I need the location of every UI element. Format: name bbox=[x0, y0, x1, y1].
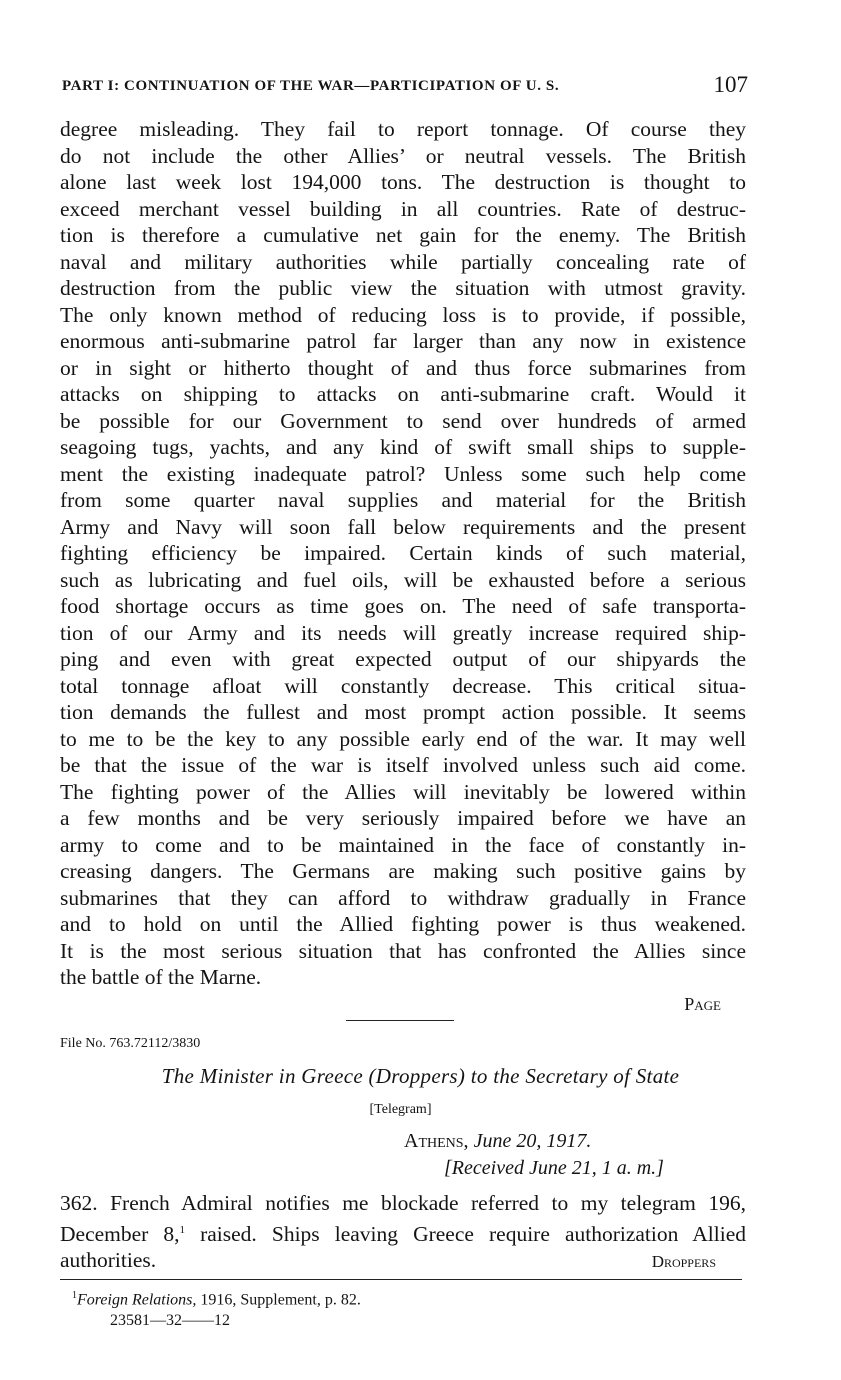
running-header bbox=[62, 74, 748, 100]
signature-page: Page bbox=[684, 994, 721, 1014]
dateline-place: Athens, bbox=[404, 1130, 469, 1152]
body-line: The only known method of reducing loss is to provide, if possible, bbox=[60, 302, 746, 327]
file-number: File No. 763.72112/3830 bbox=[60, 1036, 201, 1051]
body-line: such as lubricating and fuel oils, will be exhausted before a serious bbox=[60, 567, 746, 592]
body-line: ping and even with great expected output of our shipyards the bbox=[60, 647, 746, 671]
message-text-2: raised. Ships leaving Greece require authorization Allied authorities. bbox=[60, 1221, 746, 1273]
body-line: tion demands the fullest and most prompt action possible. It seems bbox=[60, 700, 746, 724]
section-divider bbox=[346, 1020, 454, 1021]
received-note: [Received June 21, 1 a. m.] bbox=[444, 1157, 664, 1179]
document-type: [Telegram] bbox=[369, 1102, 432, 1117]
footnote-rule bbox=[60, 1279, 742, 1280]
body-line: a few months and be very seriously impaired before we have an bbox=[60, 806, 746, 830]
dateline bbox=[404, 1130, 591, 1153]
body-line: seagoing tugs, yachts, and any kind of swift small ships to supple- bbox=[60, 435, 746, 459]
footnote-rest: 1916, Supplement, p. 82. bbox=[196, 1291, 361, 1309]
body-line: attacks on shipping to attacks on anti-submarine craft. Would it bbox=[60, 382, 746, 406]
body-line: destruction from the public view the situation with utmost gravity. bbox=[60, 276, 746, 300]
body-line: submarines that they can afford to withdraw gradually in France bbox=[60, 885, 746, 910]
body-line: The fighting power of the Allies will inevitably be lowered within bbox=[60, 779, 746, 804]
body-line: fighting efficiency be impaired. Certain kinds of such material, bbox=[60, 541, 746, 565]
body-line: to me to be the key to any possible early end of the war. It may well bbox=[60, 726, 746, 751]
body-line: tion is therefore a cumulative net gain for the enemy. The British bbox=[60, 223, 746, 247]
page-number: 107 bbox=[713, 72, 748, 97]
body-line: exceed merchant vessel building in all countries. Rate of destruc- bbox=[60, 196, 746, 221]
body-line: Army and Navy will soon fall below requirements and the present bbox=[60, 514, 746, 539]
footnote-marker: 1 bbox=[72, 1290, 77, 1301]
printer-mark: 23581—32——12 bbox=[110, 1312, 230, 1329]
telegram-message bbox=[60, 1190, 746, 1276]
body-line: naval and military authorities while partially concealing rate of bbox=[60, 249, 746, 274]
body-line: be that the issue of the war is itself involved unless such aid come. bbox=[60, 753, 746, 777]
body-line: be possible for our Government to send over hundreds of armed bbox=[60, 408, 746, 433]
body-line: degree misleading. They fail to report tonnage. Of course they bbox=[60, 117, 746, 141]
body-line: tion of our Army and its needs will greatly increase required ship- bbox=[60, 620, 746, 645]
message-text-1: 362. French Admiral notifies me blockade referred to my telegram 196, December 8, bbox=[60, 1191, 746, 1246]
body-line: food shortage occurs as time goes on. The need of safe transporta- bbox=[60, 594, 746, 618]
body-paragraph bbox=[60, 116, 746, 991]
footnote-ref: 1 bbox=[179, 1223, 186, 1236]
body-line: alone last week lost 194,000 tons. The destruction is thought to bbox=[60, 170, 746, 194]
dateline-date: June 20, 1917. bbox=[473, 1130, 592, 1152]
body-line: from some quarter naval supplies and material for the British bbox=[60, 488, 746, 512]
body-line: do not include the other Allies’ or neutral vessels. The British bbox=[60, 143, 746, 168]
body-line: the battle of the Marne. bbox=[60, 965, 262, 989]
body-line: army to come and to be maintained in the face of constantly in- bbox=[60, 832, 746, 857]
body-line: enormous anti-submarine patrol far larger than any now in existence bbox=[60, 329, 746, 353]
body-line: or in sight or hitherto thought of and thus force submarines from bbox=[60, 355, 746, 380]
footnote-title: Foreign Relations, bbox=[77, 1291, 197, 1309]
body-line: and to hold on until the Allied fighting power is thus weakened. bbox=[60, 912, 746, 936]
body-line: It is the most serious situation that has confronted the Allies since bbox=[60, 938, 746, 963]
signature-droppers: Droppers bbox=[651, 1252, 716, 1272]
body-line: creasing dangers. The Germans are making such positive gains by bbox=[60, 859, 746, 883]
body-line: ment the existing inadequate patrol? Unless some such help come bbox=[60, 461, 746, 486]
document-heading: The Minister in Greece (Droppers) to the Secretary of State bbox=[161, 1064, 680, 1088]
footnote bbox=[72, 1290, 361, 1309]
body-line: total tonnage afloat will constantly decrease. This critical situa- bbox=[60, 673, 746, 698]
header-title: PART I: CONTINUATION OF THE WAR—PARTICIPATION OF U. S. bbox=[62, 78, 560, 94]
